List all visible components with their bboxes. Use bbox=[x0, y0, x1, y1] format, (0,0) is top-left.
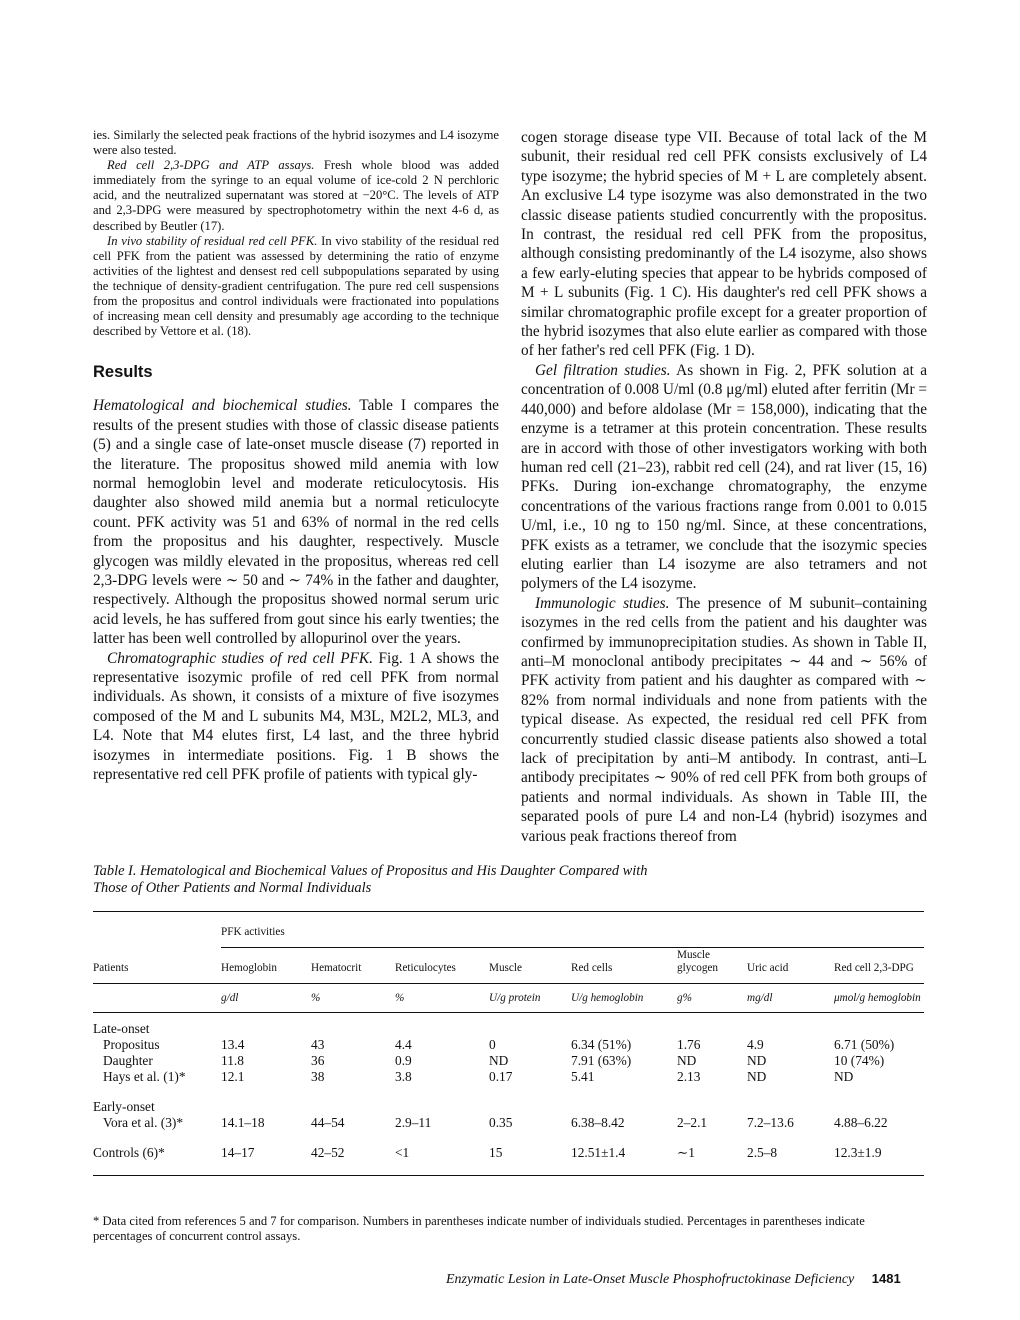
unit-label: U/g protein bbox=[489, 983, 571, 1012]
table-row: Vora et al. (3)* 14.1–18 44–54 2.9–11 0.35 6.38–8.42 2–2.1 7.2–13.6 4.88–6.22 bbox=[103, 1114, 888, 1130]
unit-label: % bbox=[395, 983, 489, 1012]
table-row: Hays et al. (1)* 12.1 38 3.8 0.17 5.41 2.13 ND ND bbox=[103, 1068, 854, 1084]
methods-paragraph-1: ies. Similarly the selected peak fractions of the hybrid isozymes and L4 isozyme were also tested. bbox=[93, 128, 499, 158]
table-group-row bbox=[93, 1085, 924, 1115]
results-paragraph-3: cogen storage disease type VII. Because of total lack of the M subunit, their residual red cell PFK consists exclusively of L4 type isozyme; the hybrid species of M + L are completely absent. An exclusive L4 type isozyme was also demonstrated in the two classic disease patients studied concurrently with the propositus. In contrast, the residual red cell PFK from the propositus, although consisting predominantly of the L4 isozyme, also shows a few early-eluting species that appear to be hybrids composed of M + L subunits (Fig. 1 C). His daughter's red cell PFK shows a similar chromatographic profile except for a greater proportion of the hybrid isozymes that also elute earlier as compared with those of her father's red cell PFK (Fig. 1 D). bbox=[521, 129, 927, 360]
run-in-heading: In vivo stability of residual red cell PFK. bbox=[107, 233, 318, 248]
column-header: Muscle glycogen bbox=[677, 948, 747, 984]
right-column bbox=[521, 128, 927, 846]
column-header: Muscle bbox=[489, 948, 571, 984]
table-row: Propositus 13.4 43 4.4 0 6.34 (51%) 1.76 4.9 6.71 (50%) bbox=[103, 1036, 895, 1052]
column-header: Red cell 2,3-DPG bbox=[834, 948, 924, 984]
page-number: 1481 bbox=[871, 1271, 901, 1286]
table-footnote: * Data cited from references 5 and 7 for comparison. Numbers in parentheses indicate number of individuals studied. Percentages in parentheses indicate percentages of concurrent control assays. bbox=[93, 1214, 865, 1243]
left-column bbox=[93, 128, 499, 784]
data-table bbox=[93, 912, 924, 1176]
unit-label: g% bbox=[677, 983, 747, 1012]
column-header: Hemoglobin bbox=[221, 948, 311, 984]
results-paragraph-5: Immunologic studies. The presence of M subunit–containing isozymes in the red cells from the patient and his daughter was confirmed by immunoprecipitation studies. As shown in Table II, anti–M monoclonal antibody precipitates ∼ 44 and ∼ 56% of PFK activity from patient and his daughter as compared with ∼ 82% from normal individuals and none from patients with the typical disease. As expected, the residual red cell PFK from concurrently studied classic disease patients also showed a total lack of precipitation by anti–M antibody. In contrast, anti–L antibody precipitates ∼ 90% of red cell PFK from both groups of patients and normal individuals. As shown in Table III, the separated pools of pure L4 and non-L4 (hybrid) isozymes and various peak fractions thereof from bbox=[521, 594, 927, 845]
run-in-heading: Gel filtration studies. bbox=[535, 361, 671, 379]
unit-label: mg/dl bbox=[747, 983, 834, 1012]
table-group-row bbox=[93, 1012, 924, 1037]
table-1 bbox=[93, 863, 924, 1176]
group-label-early-onset: Early-onset bbox=[93, 1098, 155, 1114]
table-header-columns bbox=[93, 948, 924, 984]
unit-label: U/g hemoglobin bbox=[571, 983, 677, 1012]
pfk-activities-header: PFK activities bbox=[221, 912, 924, 948]
results-paragraph-1: Hematological and biochemical studies. Table I compares the results of the present studies with those of classic disease patients (5) and a single case of late-onset muscle disease (7) reported in the literature. The propositus showed mild anemia with low normal hemoglobin level and moderate reticulocytosis. His daughter also showed mild anemia but a normal reticulocyte count. PFK activity was 51 and 63% of normal in the red cells from the propositus and his daughter, respectively. Muscle glycogen was mildly elevated in the propositus, whereas red cell 2,3-DPG levels were ∼ 50 and ∼ 74% in the father and daughter, respectively. Although the propositus showed normal serum uric acid levels, he has suffered from gout since his early twenties; the latter has been well controlled by allopurinol over the years. bbox=[93, 397, 499, 648]
unit-label: g/dl bbox=[221, 983, 311, 1012]
running-title: Enzymatic Lesion in Late-Onset Muscle Phosphofructokinase Deficiency bbox=[446, 1272, 855, 1287]
column-header: Red cells bbox=[571, 948, 677, 984]
table-row: Controls (6)* 14–17 42–52 <1 15 12.51±1.4 ∼1 2.5–8 12.3±1.9 bbox=[93, 1145, 924, 1176]
column-header: Patients bbox=[93, 948, 221, 984]
run-in-heading: Chromatographic studies of red cell PFK. bbox=[107, 649, 373, 667]
run-in-heading: Hematological and biochemical studies. bbox=[93, 397, 352, 415]
methods-paragraph-3: In vivo stability of residual red cell PFK. In vivo stability of the residual red cell PFK from the patient was assessed by determining the ratio of enzyme activities of the lightest and densest red cell subpopulations separated by using the technique of density-gradient centrifugation. The pure red cell suspensions from the propositus and control individuals were fractionated into populations of increasing mean cell density and presumably age according to the technique described by Vettore et al. (18). bbox=[93, 233, 499, 339]
column-header: Reticulocytes bbox=[395, 948, 489, 984]
unit-label: μmol/g hemoglobin bbox=[834, 983, 924, 1012]
column-header: Uric acid bbox=[747, 948, 834, 984]
methods-paragraph-2: Red cell 2,3-DPG and ATP assays. Fresh whole blood was added immediately from the syringe to an equal volume of ice-cold 2 N perchloric acid, and the neutralized supernatant was stored at −20°C. The levels of ATP and 2,3-DPG were measured by spectrophotometry within the next 4-6 d, as described by Beutler (17). bbox=[93, 158, 499, 233]
column-header: Hematocrit bbox=[311, 948, 395, 984]
run-in-heading: Immunologic studies. bbox=[535, 594, 670, 612]
results-paragraph-2: Chromatographic studies of red cell PFK. Fig. 1 A shows the representative isozymic profile of red cell PFK from normal individuals. As shown, it consists of a mixture of five isozymes composed of the M and L subunits M4, M3L, M2L2, ML3, and L4. Note that M4 elutes first, L4 last, and the three hybrid isozymes in intermediate positions. Fig. 1 B shows the representative red cell PFK profile of patients with typical gly- bbox=[93, 649, 499, 784]
page-footer bbox=[446, 1271, 901, 1288]
table-header-pfk bbox=[93, 912, 924, 948]
run-in-heading: Red cell 2,3-DPG and ATP assays. bbox=[107, 158, 315, 173]
table-row: Daughter 11.8 36 0.9 ND 7.91 (63%) ND ND 10 (74%) bbox=[103, 1052, 885, 1068]
unit-label: % bbox=[311, 983, 395, 1012]
results-paragraph-4: Gel filtration studies. As shown in Fig. 2, PFK solution at a concentration of 0.008 U/ml (0.8 μg/ml) eluted after ferritin (Mr = 440,000) and before aldolase (Mr = 158,000), indicating that the enzyme is a tetramer at this protein concentration. These results are in accord with those of other investigators working with both human red cell (21–23), rabbit red cell (24), and rat liver (15, 16) PFKs. During ion-exchange chromatography, the enzyme concentrations of the various fractions range from 0.001 to 0.015 U/ml, i.e., 10 ng to 150 ng/ml. Since, at these concentrations, PFK exists as a tetramer, we conclude that the isozymic species eluting earlier than L4 isozyme are also tetramers and not polymers of the L4 isozyme. bbox=[521, 361, 928, 593]
table-units-row bbox=[93, 983, 924, 1012]
group-label-late-onset: Late-onset bbox=[93, 1020, 150, 1036]
table-caption: Table I. Hematological and Biochemical Values of Propositus and His Daughter Compared with Those of Other Patients and Normal Individuals bbox=[93, 863, 648, 896]
section-heading-results: Results bbox=[93, 363, 153, 382]
